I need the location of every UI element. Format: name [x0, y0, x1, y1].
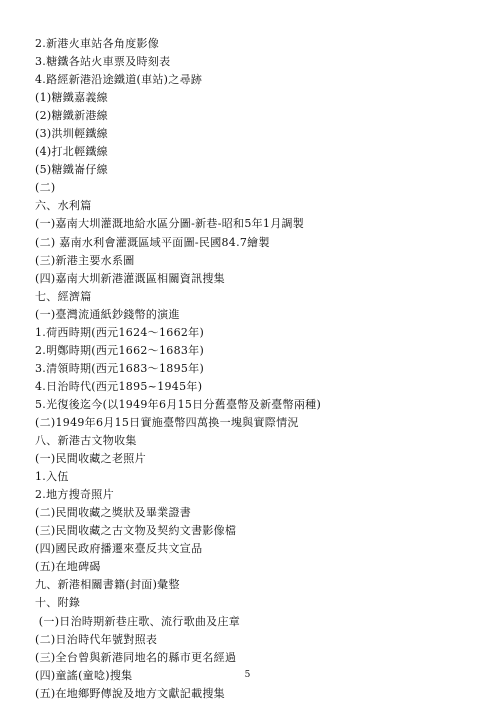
- section-heading-water: 六、水利篇: [35, 199, 92, 213]
- text-line-12: (二) 嘉南水利會灌溉區域平面圖-民國84.7繪製: [35, 235, 270, 249]
- text-line-19: 3.清領時期(西元1683～1895年): [35, 361, 205, 375]
- section-heading-appendix: 十、附錄: [35, 596, 81, 610]
- text-line-3: 4.路經新港沿途鐵道(車站)之尋跡: [35, 73, 203, 87]
- text-line-14: (四)嘉南大圳新港灌溉區相關資訊搜集: [35, 271, 225, 285]
- text-line-5: (2)糖鐵新港線: [35, 109, 108, 123]
- text-line-35: (三)全台曾與新港同地名的縣市更名經過: [35, 650, 237, 664]
- text-line-16: (一)臺灣流通紙鈔錢幣的演進: [35, 307, 180, 321]
- text-line-36: (四)童謠(童唸)搜集: [35, 668, 133, 682]
- text-line-11: (一)嘉南大圳灌溉地給水區分圖-新巷-昭和5年1月調製: [35, 217, 305, 231]
- text-line-28: (三)民間收藏之古文物及契約文書影像檔: [35, 524, 237, 538]
- text-line-25: 1.入伍: [35, 470, 69, 484]
- text-line-20: 4.日治時代(西元1895~1945年): [35, 379, 203, 393]
- text-line-4: (1)糖鐵嘉義線: [35, 91, 108, 105]
- text-line-8: (5)糖鐵崙仔線: [35, 163, 108, 177]
- text-line-18: 2.明鄭時期(西元1662～1683年): [35, 343, 205, 357]
- section-heading-books: 九、新港相關書籍(封面)彙整: [35, 578, 180, 592]
- text-line-17: 1.荷西時期(西元1624～1662年): [35, 325, 205, 339]
- text-line-7: (4)打北輕鐵線: [35, 145, 108, 159]
- section-heading-artifacts: 八、新港古文物收集: [35, 434, 137, 448]
- text-line-27: (二)民間收藏之獎狀及畢業證書: [35, 506, 192, 520]
- text-line-34: (二)日治時代年號對照表: [35, 632, 158, 646]
- text-line-13: (三)新港主要水系圖: [35, 253, 135, 267]
- page-number: 5: [244, 670, 251, 680]
- section-heading-economy: 七、經濟篇: [35, 289, 92, 303]
- text-line-2: 3.糖鐵各站火車票及時刻表: [35, 55, 171, 69]
- text-line-6: (3)洪圳輕鐵線: [35, 127, 108, 141]
- text-line-29: (四)國民政府播遷來臺反共文宣品: [35, 542, 203, 556]
- text-line-24: (一)民間收藏之老照片: [35, 452, 146, 466]
- text-line-9: (二): [35, 181, 56, 195]
- document-body: [35, 35, 475, 703]
- text-line-30: (五)在地碑碣: [35, 560, 101, 574]
- text-line-26: 2.地方搜奇照片: [35, 488, 114, 502]
- text-line-33: (一)日治時期新巷庄歌、流行歌曲及庄章: [35, 614, 241, 628]
- text-line-21: 5.光復後迄今(以1949年6月15日分舊臺幣及新臺幣兩種): [35, 397, 322, 411]
- text-line-1: 2.新港火車站各角度影像: [35, 37, 160, 50]
- text-line-37: (五)在地鄉野傳說及地方文獻記載搜集: [35, 686, 225, 700]
- text-line-22: (二)1949年6月15日實施臺幣四萬換一塊與實際情況: [35, 415, 299, 429]
